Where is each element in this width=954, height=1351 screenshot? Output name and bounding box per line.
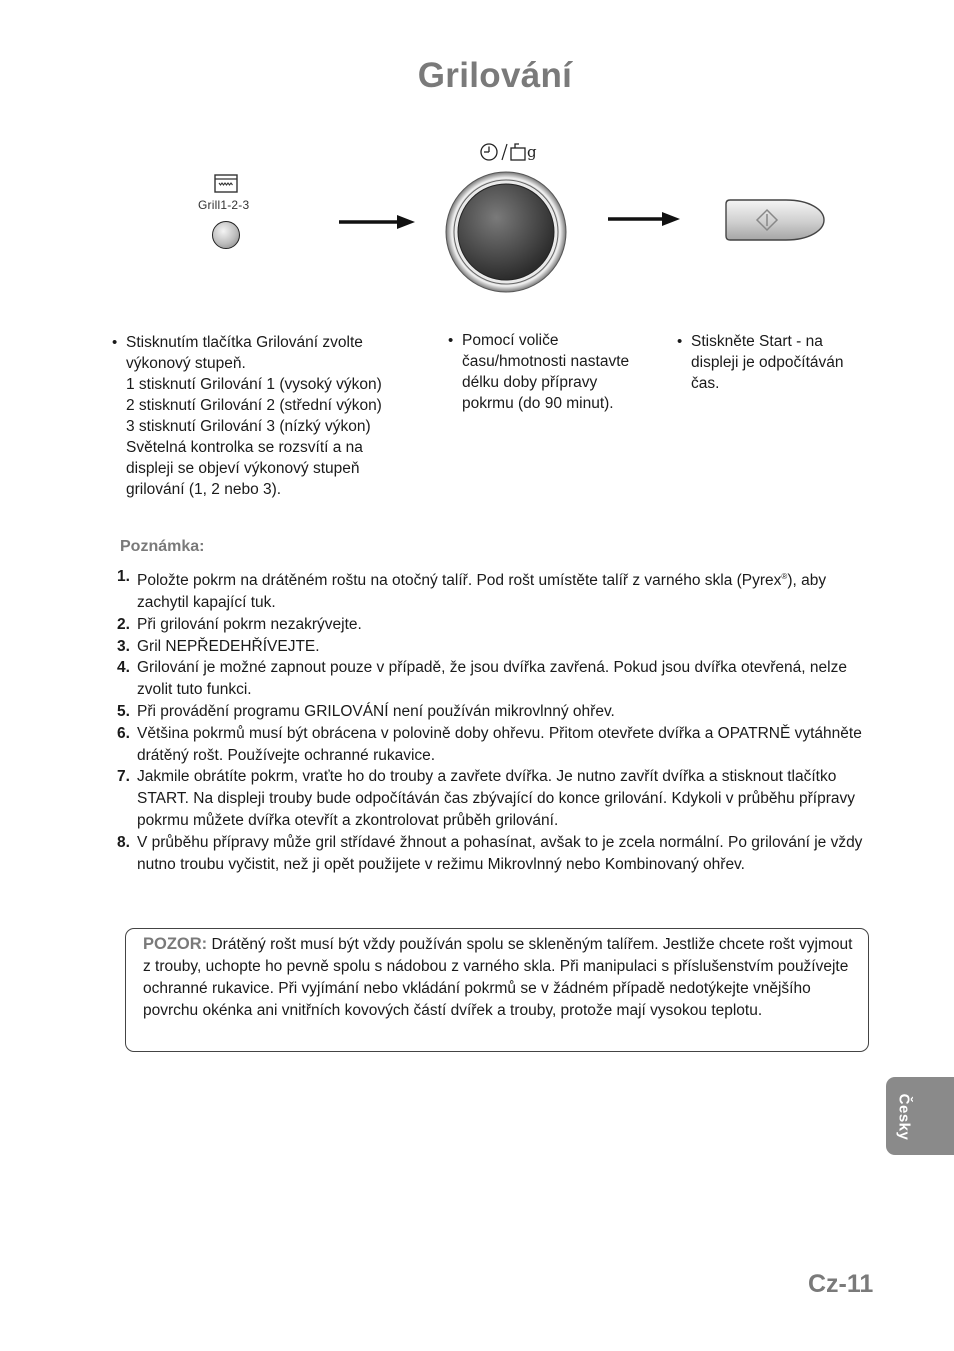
step-line: grilování (1, 2 nebo 3).	[126, 481, 282, 498]
grill-button-label: Grill1-2-3	[198, 198, 250, 212]
note-item: 8. V průběhu přípravy může gril střídavé žhnout a pohasínat, avšak to je zcela normální. Po grilování je vždy nutno troubu vyčistit, než ji opět použijete v režimu Mikrovlnný nebo Kombinovaný ohřev.	[117, 833, 863, 873]
note-item: 1. Položte pokrm na drátěném roštu na otočný talíř. Pod rošt umístěte talíř z varného skla (Pyrex®), aby zachytil kapající tuk.	[117, 568, 827, 611]
step-line: času/hmotnosti nastavte	[462, 353, 630, 370]
note-item: 7. Jakmile obrátíte pokrm, vraťte ho do trouby a zavřete dvířka. Je nutno zavřít dvířka a stisknout tlačítko START. Na displeji trouby bude odpočítáván čas zbývající do konce grilování. Kdykoli v průběhu přípravy pokrmu můžete dvířka otevřít a zkontrolovat průběh grilování.	[117, 768, 855, 829]
step-line: displeji je odpočítáván	[691, 354, 844, 371]
step-line: Stiskněte Start - na	[691, 333, 823, 350]
step-line: čas.	[691, 375, 720, 392]
page-title: Grilování	[417, 56, 573, 95]
step-1-text	[112, 332, 426, 500]
language-label: Česky	[895, 1093, 913, 1141]
step-line: 1 stisknutí Grilování 1 (vysoký výkon)	[126, 376, 382, 393]
start-button[interactable]	[724, 196, 826, 244]
note-item: 5. Při provádění programu GRILOVÁNÍ není používán mikrovlnný ohřev.	[117, 702, 615, 720]
note-item: 6. Většina pokrmů musí být obrácena v polovině doby ohřevu. Přitom otevřete dvířka a OPATRNĚ vytáhněte drátěný rošt. Používejte ochranné rukavice.	[117, 724, 862, 764]
time-weight-dial[interactable]	[444, 170, 568, 294]
step-line: 3 stisknutí Grilování 3 (nízký výkon)	[126, 418, 371, 435]
arrow-right-icon	[608, 212, 680, 226]
grill-oven-icon	[214, 174, 238, 194]
step-line: výkonový stupeň.	[126, 355, 246, 372]
step-3-text	[677, 331, 881, 394]
grill-button[interactable]	[212, 221, 240, 249]
bullet: •	[448, 332, 454, 349]
warning-text: Drátěný rošt musí být vždy používán spolu se skleněným talířem. Jestliže chcete rošt vyjmout z trouby, uchopte ho pevně spolu s nádobou z varného skla. Při manipulaci s příslušenstvím používejte ochranné rukavice. Při vyjímání nebo vkládání pokrmů se v žádném případě nedotýkejte vnějšího povrchu okénka ani vnitřních kovových částí dvířek a trouby, protože mají vysokou teplotu.	[143, 936, 853, 1019]
note-item: 4. Grilování je možné zapnout pouze v případě, že jsou dvířka zavřená. Pokud jsou dvířka otevřená, nelze zvolit tuto funkci.	[117, 659, 847, 699]
language-tab	[886, 1077, 954, 1155]
arrow-right-icon	[339, 215, 415, 229]
step-line: 2 stisknutí Grilování 2 (střední výkon)	[126, 397, 382, 414]
step-line: délku doby přípravy	[462, 374, 598, 391]
step-2-text	[448, 330, 662, 414]
step-line: displeji se objeví výkonový stupeň	[126, 460, 360, 477]
note-heading: Poznámka:	[120, 538, 205, 555]
warning-box	[125, 928, 869, 1052]
bullet: •	[112, 334, 118, 351]
weight-unit-label: g	[527, 143, 537, 161]
warning-label: POZOR:	[143, 935, 208, 953]
step-line: Stisknutím tlačítka Grilování zvolte	[126, 334, 363, 351]
notes-list	[117, 566, 877, 875]
page-number: Cz-11	[808, 1270, 874, 1298]
step-line: Pomocí voliče	[462, 332, 559, 349]
bullet: •	[677, 333, 683, 350]
note-item: 3. Gril NEPŘEDEHŘÍVEJTE.	[117, 637, 320, 655]
note-item: 2. Při grilování pokrm nezakrývejte.	[117, 615, 362, 633]
step-line: Světelná kontrolka se rozsvítí a na	[126, 439, 363, 456]
step-line: pokrmu (do 90 minut).	[462, 395, 614, 412]
